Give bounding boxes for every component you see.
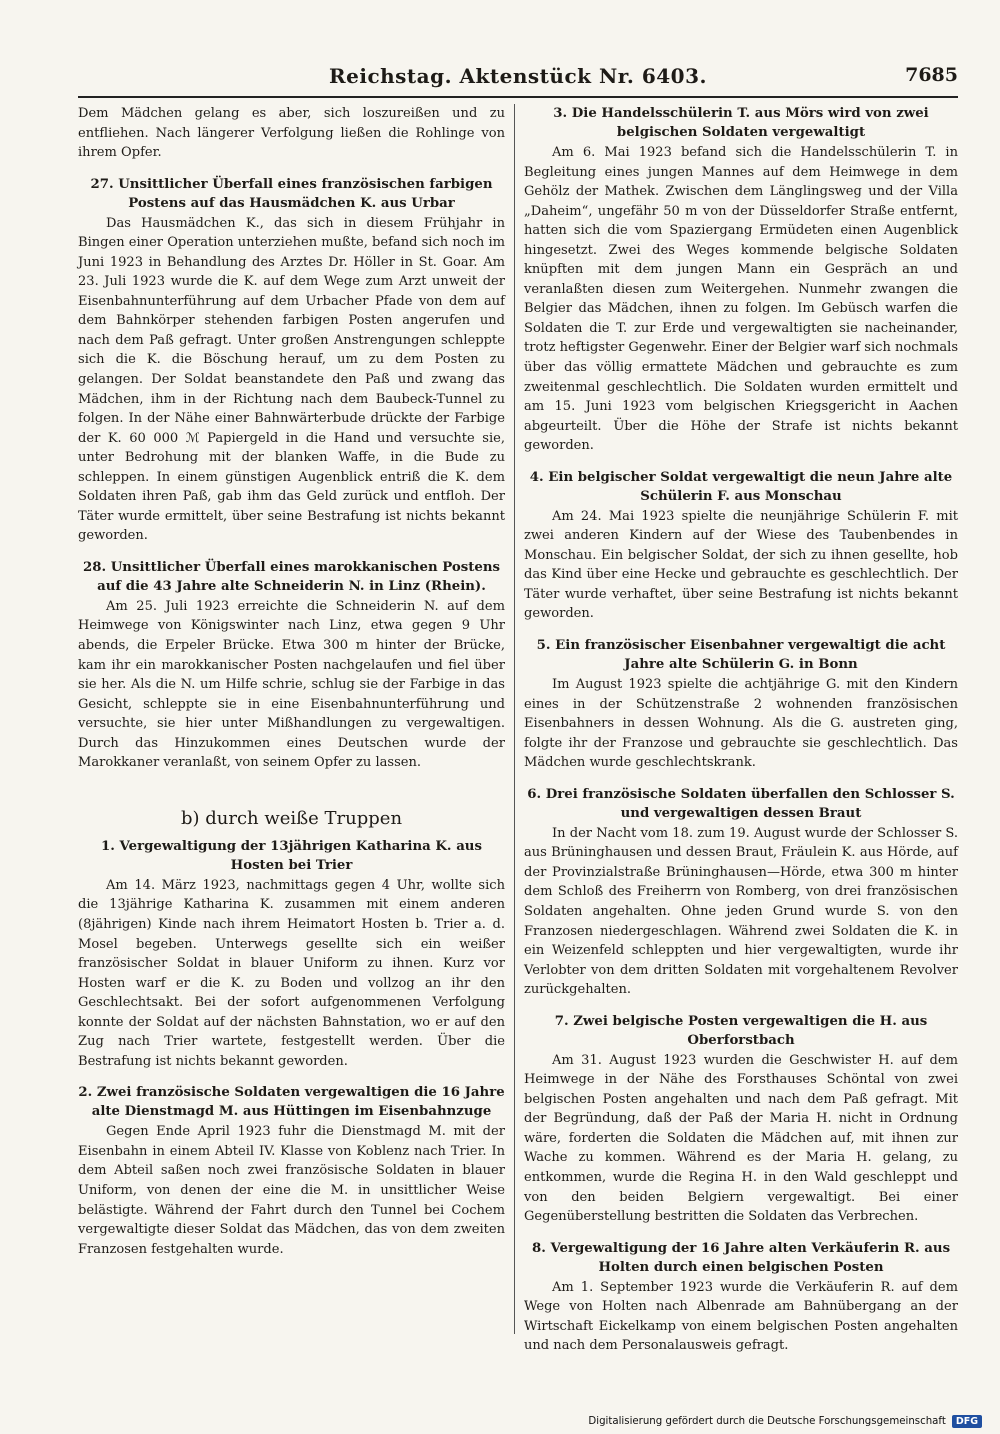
dfg-logo-icon: DFG <box>952 1415 982 1428</box>
section-4 <box>524 468 958 624</box>
section-body: In der Nacht vom 18. zum 19. August wurde der Schlosser S. aus Brüninghausen und dessen Braut, Fräulein K. aus Hörde, auf der Provinzialstraße Brüninghausen—Hörde, etwa 300 m hinter dem Schloß des Freiherrn von Romberg, von drei französischen Soldaten angehalten. Ohne jeden Grund wurde S. von den Franzosen niedergeschlagen. Während zwei Soldaten die K. in ein Weizenfeld schleppten und hier vergewaltigten, wurde ihr Verlobter von dem dritten Soldaten mit vorgehaltenem Revolver zurückgehalten. <box>524 825 958 998</box>
running-title: Reichstag. Aktenstück Nr. 6403. <box>329 64 707 88</box>
section-body: Das Hausmädchen K., das sich in diesem Frühjahr in Bingen einer Operation unterziehen mußte, befand sich noch im Juni 1923 in Behandlung des Arztes Dr. Höller in St. Goar. Am 23. Juli 1923 wurde die K. auf dem Wege zum Arzt unweit der Eisenbahnunterführung auf dem Urbacher Pfade von dem auf dem Bahnkörper stehenden farbigen Posten angerufen und nach dem Paß gefragt. Unter großen Anstrengungen schleppte sich die K. die Böschung herauf, um zu dem Posten zu gelangen. Der Soldat beanstandete den Paß und zwang das Mädchen, ihm in der Richtung nach dem Baubeck-Tunnel zu folgen. In der Nähe einer Bahnwärterbude drückte der Farbige der K. 60 000 ℳ Papiergeld in die Hand und versuchte sie, unter Bedrohung mit der blanken Waffe, in die Bude zu schleppen. In einem günstigen Augenblick entriß die K. dem Soldaten ihren Paß, gab ihm das Geld zurück und entfloh. Der Täter wurde ermittelt, über seine Bestrafung ist nichts bekannt geworden. <box>78 215 505 544</box>
section-body: Im August 1923 spielte die achtjährige G. mit den Kindern eines in der Schützenstraße 2 wohnenden französischen Eisenbahners in dessen Wohnung. Als die G. austreten ging, folgte ihr der Franzose und gebrauchte sie geschlechtlich. Das Mädchen wurde geschlechtskrank. <box>524 677 958 771</box>
intro-paragraph: Dem Mädchen gelang es aber, sich loszureißen und zu entfliehen. Nach längerer Verfolgung ließen die Rohlinge von ihrem Opfer. <box>78 106 505 161</box>
page-header <box>78 62 958 94</box>
section-title: 2. Zwei französische Soldaten vergewaltigen die 16 Jahre alte Dienstmagd M. aus Hüttingen im Eisenbahnzuge <box>78 1085 505 1120</box>
section-7 <box>524 1012 958 1227</box>
section-title: 8. Vergewaltigung der 16 Jahre alten Verkäuferin R. aus Holten durch einen belgischen Posten <box>531 1240 951 1275</box>
section-title: 4. Ein belgischer Soldat vergewaltigt die neun Jahre alte Schülerin F. aus Monschau <box>529 469 953 504</box>
header-rule <box>78 96 958 98</box>
section-title: 3. Die Handelsschülerin T. aus Mörs wird von zwei belgischen Soldaten vergewaltigt <box>553 106 929 140</box>
section-b1 <box>78 837 505 1071</box>
section-3 <box>524 104 958 456</box>
section-b2 <box>78 1083 505 1259</box>
right-column <box>524 104 958 1356</box>
section-title: 1. Vergewaltigung der 13jährigen Katharina K. aus Hosten bei Trier <box>101 838 482 873</box>
credit-text: Digitalisierung gefördert durch die Deutsche Forschungsgemeinschaft <box>588 1416 946 1427</box>
page-number: 7685 <box>905 64 958 86</box>
section-5 <box>524 636 958 773</box>
section-body: Am 31. August 1923 wurden die Geschwister H. auf dem Heimwege in der Nähe des Forsthauses Schöntal von zwei belgischen Posten angehalten und nach dem Paß gefragt. Mit der Begründung, daß der Paß der Maria H. nicht in Ordnung wäre, forderten die Soldaten die Mädchen auf, mit ihnen zur Wache zu kommen. Während es der Maria H. gelang, zu entkommen, wurde die Regina H. in den Wald geschleppt und von den beiden Belgiern vergewaltigt. Bei einer Gegenüberstellung bestritten die Soldaten das Verbrechen. <box>524 1052 958 1225</box>
section-title: 5. Ein französischer Eisenbahner vergewaltigt die acht Jahre alte Schülerin G. in Bonn <box>536 638 946 673</box>
left-column <box>78 104 505 1259</box>
footer-credit <box>588 1415 982 1428</box>
section-body: Am 1. September 1923 wurde die Verkäuferin R. auf dem Wege von Holten nach Albenrade am Bahnübergang an der Wirtschaft Eickelkamp von einem belgischen Posten angehalten und nach dem Personalausweis gefragt. <box>524 1279 958 1354</box>
section-body: Am 14. März 1923, nachmittags gegen 4 Uhr, wollte sich die 13jährige Katharina K. zusammen mit einem anderen (8jährigen) Kinde nach ihrem Heimatort Hosten b. Trier a. d. Mosel begeben. Unterwegs gesellte sich ein weißer französischer Soldat in blauer Uniform zu ihnen. Kurz vor Hosten warf er die K. zu Boden und vollzog an ihr den Geschlechtsakt. Bei der sofort aufgenommenen Verfolgung konnte der Soldat auf der nächsten Bahnstation, wo er auf den Zug nach Trier wartete, festgestellt werden. Über die Bestrafung ist nichts bekannt geworden. <box>78 877 505 1069</box>
section-title: 6. Drei französische Soldaten überfallen den Schlosser S. und vergewaltigen dessen Braut <box>527 786 955 821</box>
section-28 <box>78 558 505 773</box>
section-body: Am 25. Juli 1923 erreichte die Schneiderin N. auf dem Heimwege von Königswinter nach Linz, etwa gegen 9 Uhr abends, die Erpeler Brücke. Etwa 300 m hinter der Brücke, kam ihr ein marokkanischer Posten nachgelaufen und fiel über sie her. Als die N. um Hilfe schrie, schlug sie der Farbige in das Gesicht, schleppte sie in eine Eisenbahnunterführung und versuchte, sie hier unter Mißhandlungen zu vergewaltigen. Durch das Hinzukommen eines Deutschen wurde der Marokkaner veranlaßt, von seinem Opfer zu lassen. <box>78 598 505 771</box>
section-title: 7. Zwei belgische Posten vergewaltigen die H. aus Oberforstbach <box>554 1013 928 1048</box>
section-6 <box>524 785 958 1000</box>
section-27 <box>78 175 505 546</box>
section-8 <box>524 1239 958 1356</box>
column-divider <box>514 104 515 1334</box>
section-title: 27. Unsittlicher Überfall eines französischen farbigen Postens auf das Hausmädchen K. aus Urbar <box>90 176 493 211</box>
section-body: Am 24. Mai 1923 spielte die neunjährige Schülerin F. mit zwei anderen Kindern auf der Wiese des Taubenbendes in Monschau. Ein belgischer Soldat, der sich zu ihnen gesellte, hob das Kind über eine Hecke und gebrauchte es geschlechtlich. Der Täter wurde verhaftet, über seine Bestrafung ist nichts bekannt geworden. <box>524 508 958 622</box>
section-body: Am 6. Mai 1923 befand sich die Handelsschülerin T. in Begleitung eines jungen Mannes auf dem Heimwege in dem Gehölz der Mathek. Zwischen dem Länglingsweg und der Villa „Daheim“, ungefähr 50 m von der Düsseldorfer Straße entfernt, hatten sich die vom Spaziergang Ermüdeten einen Augenblick hingesetzt. Zwei des Weges kommende belgische Soldaten knüpften mit dem jungen Mann ein Gespräch an und veranlaßten diesen zum Weitergehen. Nunmehr zwangen die Belgier das Mädchen, ihnen zu folgen. Im Gebüsch warfen die Soldaten die T. zur Erde und vergewaltigten sie nacheinander, trotz heftigster Gegenwehr. Einer der Belgier warf sich nochmals über das völlig ermattete Mädchen und gebrauchte es zum zweitenmal geschlechtlich. Die Soldaten wurden ermittelt und am 15. Juni 1923 vom belgischen Kriegsgericht in Aachen abgeurteilt. Über die Höhe der Strafe ist nichts bekannt geworden. <box>524 145 959 454</box>
section-title: 28. Unsittlicher Überfall eines marokkanischen Postens auf die 43 Jahre alte Schneiderin N. in Linz (Rhein). <box>82 559 501 594</box>
subheading: b) durch weiße Truppen <box>180 807 403 829</box>
section-body: Gegen Ende April 1923 fuhr die Dienstmagd M. mit der Eisenbahn in einem Abteil IV. Klasse von Koblenz nach Trier. In dem Abteil saßen noch zwei französische Soldaten in blauer Uniform, von denen der eine die M. in unsittlicher Weise belästigte. Während der Fahrt durch den Tunnel bei Cochem vergewaltigte dieser Soldat das Mädchen, das von dem zweiten Franzosen festgehalten wurde. <box>78 1124 505 1257</box>
